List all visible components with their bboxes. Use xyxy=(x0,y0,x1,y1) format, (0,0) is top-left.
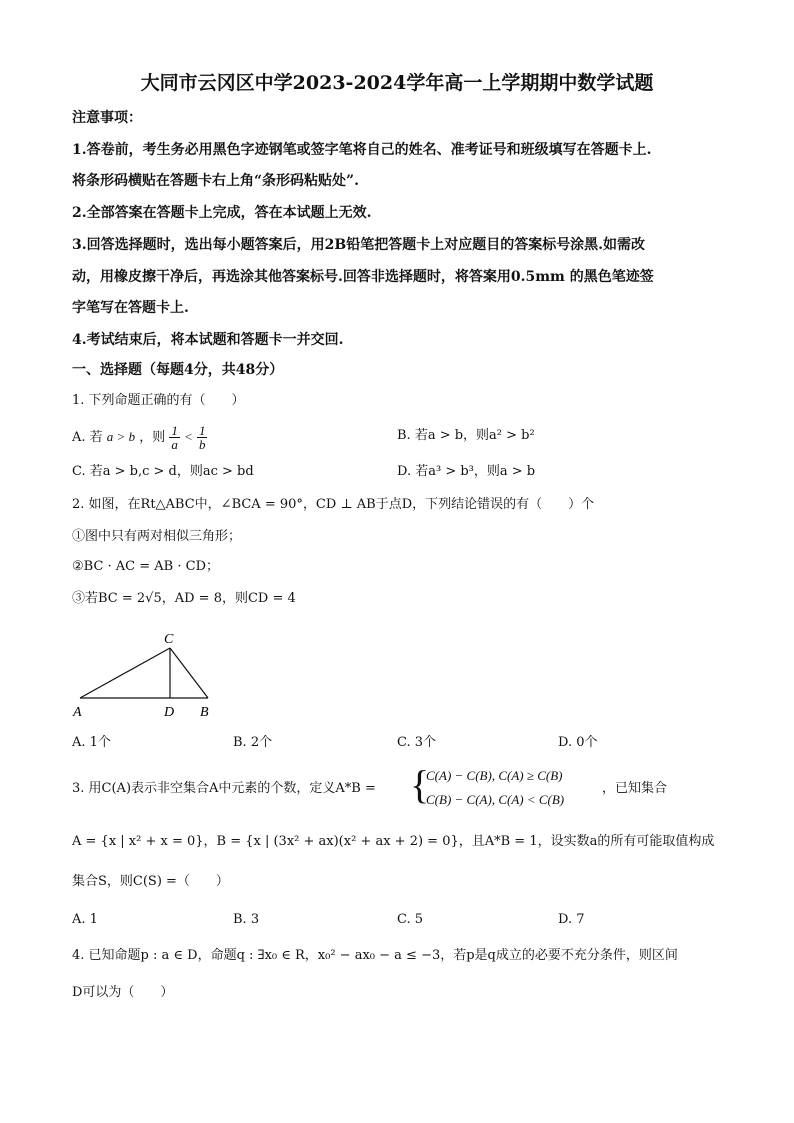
q3-stem-end: ，已知集合 xyxy=(602,781,668,796)
q2-option-c: C. 3个 xyxy=(397,735,437,750)
q2-statement-2: ②BC · AC = AB · CD； xyxy=(72,559,219,574)
notice-line-5: 动，用橡皮擦干净后，再选涂其他答案标号.回答非选择题时，将答案用0.5mm 的黑色笔迹签 xyxy=(72,269,654,285)
triangle-diagram xyxy=(70,628,220,720)
vertex-a-label: A xyxy=(73,705,82,720)
q2-option-b: B. 2个 xyxy=(233,735,273,750)
q1-a-lt: < xyxy=(184,429,193,444)
notice-line-2: 将条形码横贴在答题卡右上角“条形码粘贴处”. xyxy=(72,173,359,189)
q1-option-a xyxy=(72,424,207,451)
segment-ac xyxy=(80,648,170,698)
q3-stem-start: 3. 用C(A)表示非空集合A中元素的个数，定义A*B = xyxy=(72,781,376,796)
vertex-b-label: B xyxy=(200,705,209,720)
q2-option-d: D. 0个 xyxy=(558,735,598,750)
q1-a-prefix: A. 若 xyxy=(72,430,103,445)
page-title: 大同市云冈区中学2023-2024学年高一上学期期中数学试题 xyxy=(140,72,654,94)
notice-line-3: 2.全部答案在答题卡上完成，答在本试题上无效. xyxy=(72,205,372,221)
q1-a-f1-den: a xyxy=(171,437,178,452)
q3-case-1: C(A) − C(B), C(A) ≥ C(B) xyxy=(426,768,563,783)
q1-a-f2-den: b xyxy=(198,437,206,452)
q1-a-f1-num: 1 xyxy=(171,423,178,438)
q1-option-c: C. 若a > b,c > d，则ac > bd xyxy=(72,464,254,479)
q4-stem-line-2: D可以为（ ） xyxy=(72,985,174,1000)
segment-cb xyxy=(170,648,208,698)
q1-a-f2-num: 1 xyxy=(198,423,206,438)
q1-a-then: ，则 xyxy=(139,430,166,445)
section-heading: 一、选择题（每题4分，共48分） xyxy=(72,362,284,378)
q3-question-line: 集合S，则C(S) =（ ） xyxy=(72,874,229,889)
q4-stem-line-1: 4. 已知命题p : a ∈ D，命题q : ∃x₀ ∈ R，x₀² − ax₀ − a ≤ −3，若p是q成立的必要不充分条件，则区间 xyxy=(72,948,678,963)
q3-option-d: D. 7 xyxy=(558,912,585,927)
notice-line-6: 字笔写在答题卡上. xyxy=(72,300,189,316)
notice-line-4: 3.回答选择题时，选出每小题答案后，用2B铅笔把答题卡上对应题目的答案标号涂黑.如需改 xyxy=(72,237,646,253)
q3-option-a: A. 1 xyxy=(72,912,98,927)
q3-brace: { xyxy=(410,762,430,807)
q1-option-d: D. 若a³ > b³，则a > b xyxy=(397,464,536,479)
q2-statement-1: ①图中只有两对相似三角形； xyxy=(72,529,242,544)
q2-statement-3: ③若BC = 2√5，AD = 8，则CD = 4 xyxy=(72,591,296,606)
notice-line-7: 4.考试结束后，将本试题和答题卡一并交回. xyxy=(72,332,344,348)
vertex-c-label: C xyxy=(164,632,174,647)
notice-line-1: 1.答卷前，考生务必用黑色字迹钢笔或签字笔将自己的姓名、准考证号和班级填写在答题卡上. xyxy=(72,142,652,158)
q2-stem: 2. 如图，在Rt△ABC中，∠BCA = 90°，CD ⊥ AB于点D，下列结论错误的有（ ）个 xyxy=(72,497,595,512)
notice-heading: 注意事项： xyxy=(72,110,142,126)
q3-sets-line: A = {x | x² + x = 0}，B = {x | (3x² + ax)(x² + ax + 2) = 0}，且A*B = 1，设实数a的所有可能取值构成 xyxy=(72,834,715,849)
vertex-d-label: D xyxy=(164,705,175,720)
q3-option-c: C. 5 xyxy=(397,912,424,927)
q1-a-condition: a > b xyxy=(106,429,136,444)
q1-option-b: B. 若a > b，则a² > b² xyxy=(397,428,535,443)
q1-a-fraction-1 xyxy=(169,424,180,451)
q3-option-b: B. 3 xyxy=(233,912,260,927)
q1-a-fraction-2 xyxy=(197,424,208,451)
q2-option-a: A. 1个 xyxy=(72,735,111,750)
q3-case-2: C(B) − C(A), C(A) < C(B) xyxy=(426,792,565,807)
q1-stem: 1. 下列命题正确的有（ ） xyxy=(72,393,245,408)
